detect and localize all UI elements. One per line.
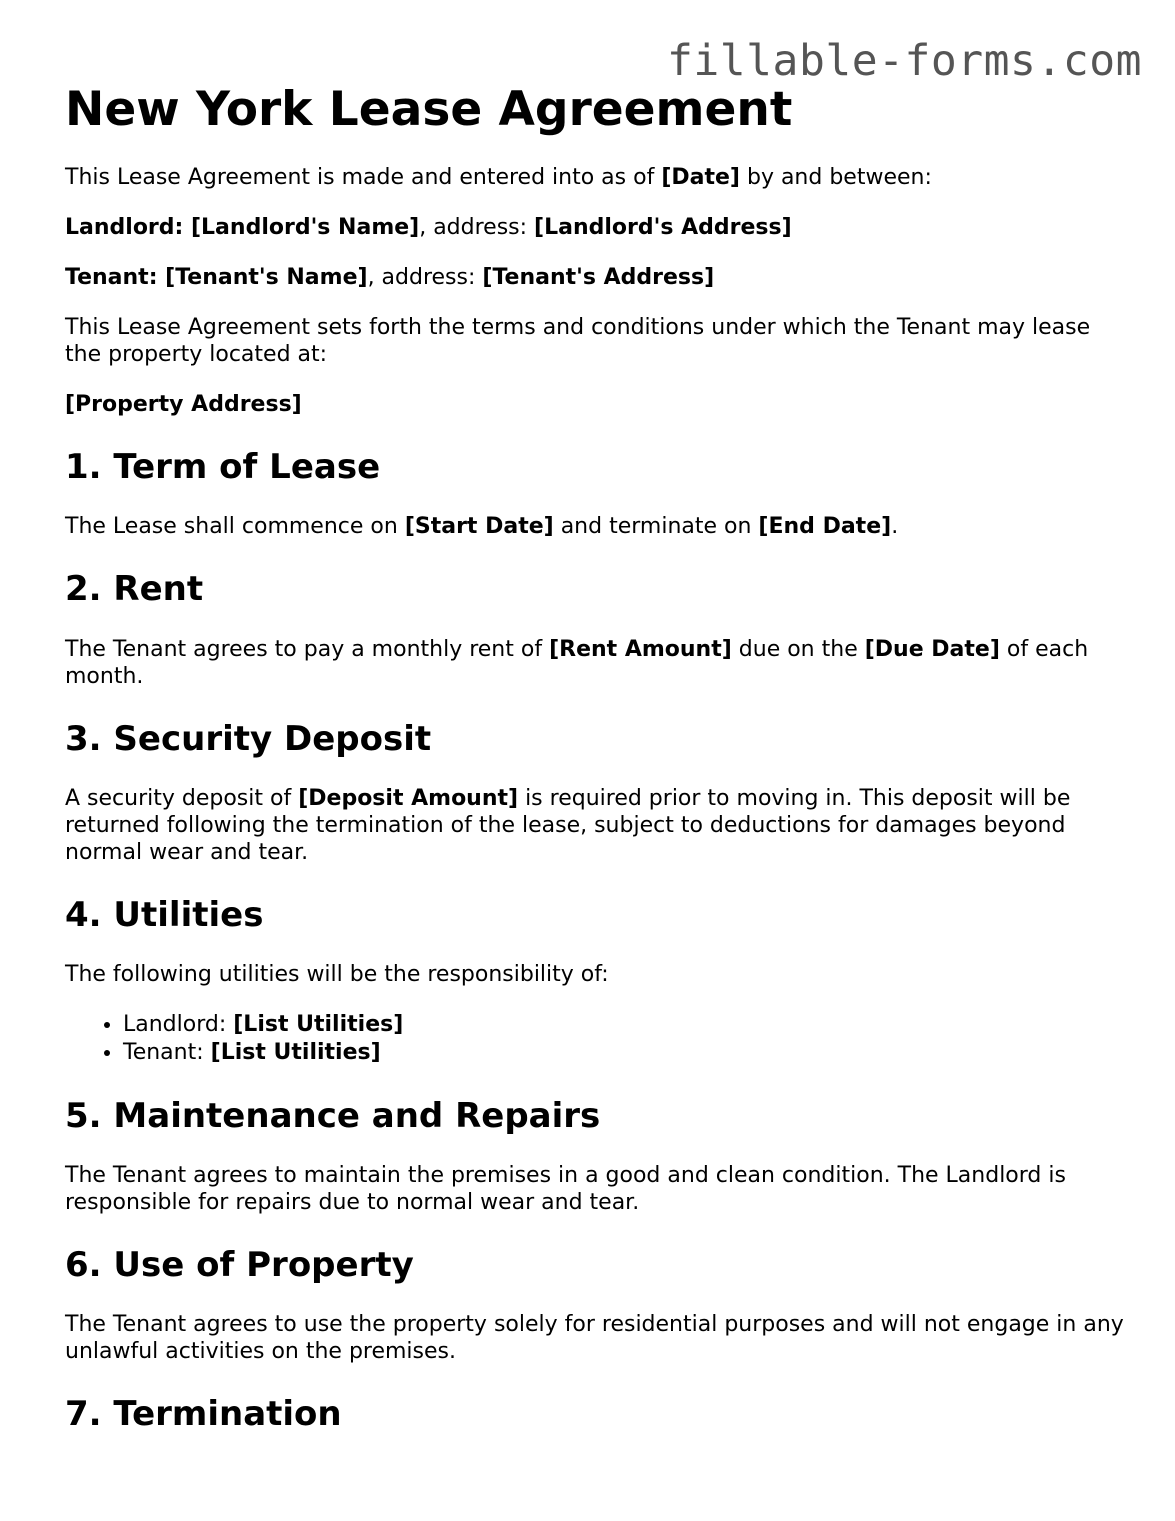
intro-prefix: This Lease Agreement is made and entered into as of <box>65 165 662 191</box>
term-paragraph <box>65 513 1125 540</box>
intro-suffix: by and between: <box>739 165 932 191</box>
tenant-address-label: , address: <box>367 265 483 291</box>
term-text-1: The Lease shall commence on <box>65 514 405 540</box>
section-heading-use: 6. Use of Property <box>65 1244 414 1285</box>
section-heading-rent: 2. Rent <box>65 569 204 610</box>
section-heading-term: 1. Term of Lease <box>65 447 381 488</box>
watermark: fillable-forms.com <box>667 36 1142 86</box>
deposit-text-2: is required prior to moving in. This deposit will be returned following the termination of the lease, subject to deductions for damages beyond normal wear and tear. <box>65 785 1071 865</box>
utilities-paragraph: The following utilities will be the responsibility of: <box>65 961 609 987</box>
rent-text-2: due on the <box>731 636 865 662</box>
section-heading-maintenance: 5. Maintenance and Repairs <box>65 1095 601 1136</box>
landlord-name-field: [Landlord's Name] <box>190 215 420 241</box>
landlord-address-label: , address: <box>419 215 535 241</box>
section-heading-deposit: 3. Security Deposit <box>65 718 432 759</box>
utilities-landlord-field: [List Utilities] <box>233 1011 404 1037</box>
maintenance-paragraph: The Tenant agrees to maintain the premises in a good and clean condition. The Landlord is responsible for repairs due to normal wear and tear. <box>65 1162 1066 1215</box>
use-paragraph: The Tenant agrees to use the property solely for residential purposes and will not engage in any unlawful activities on the premises. <box>65 1311 1124 1364</box>
end-date-field: [End Date] <box>758 514 892 540</box>
landlord-label: Landlord: <box>65 215 191 241</box>
rent-text-3: of each month. <box>65 636 1089 689</box>
deposit-text-1: A security deposit of <box>65 785 299 811</box>
landlord-line <box>65 214 1125 241</box>
section-heading-termination: 7. Termination <box>65 1393 342 1434</box>
rent-paragraph <box>65 636 1125 690</box>
property-address-field: [Property Address] <box>65 392 302 418</box>
rent-amount-field: [Rent Amount] <box>549 636 732 662</box>
tenant-label: Tenant: <box>65 265 166 291</box>
due-date-field: [Due Date] <box>864 636 1000 662</box>
utilities-tenant-label: Tenant: <box>123 1039 211 1065</box>
rent-text-1: The Tenant agrees to pay a monthly rent of <box>65 636 550 662</box>
intro-paragraph <box>65 164 1125 191</box>
utilities-tenant-field: [List Utilities] <box>210 1039 381 1065</box>
list-item <box>123 1039 1125 1067</box>
deposit-amount-field: [Deposit Amount] <box>298 785 519 811</box>
utilities-landlord-label: Landlord: <box>123 1011 234 1037</box>
section-heading-utilities: 4. Utilities <box>65 894 264 935</box>
landlord-address-field: [Landlord's Address] <box>534 215 792 241</box>
deposit-paragraph <box>65 785 1125 866</box>
tenant-line <box>65 264 1125 291</box>
list-item <box>123 1011 1125 1039</box>
property-address-line <box>65 391 1125 418</box>
date-field: [Date] <box>661 165 740 191</box>
tenant-name-field: [Tenant's Name] <box>165 265 368 291</box>
utilities-list <box>65 1011 1125 1067</box>
document-page <box>65 82 1125 1460</box>
property-intro: This Lease Agreement sets forth the terms and conditions under which the Tenant may lease the property located at: <box>65 315 1091 368</box>
term-text-3: . <box>891 514 899 540</box>
term-text-2: and terminate on <box>553 514 759 540</box>
document-title: New York Lease Agreement <box>65 82 793 137</box>
tenant-address-field: [Tenant's Address] <box>482 265 715 291</box>
start-date-field: [Start Date] <box>404 514 554 540</box>
